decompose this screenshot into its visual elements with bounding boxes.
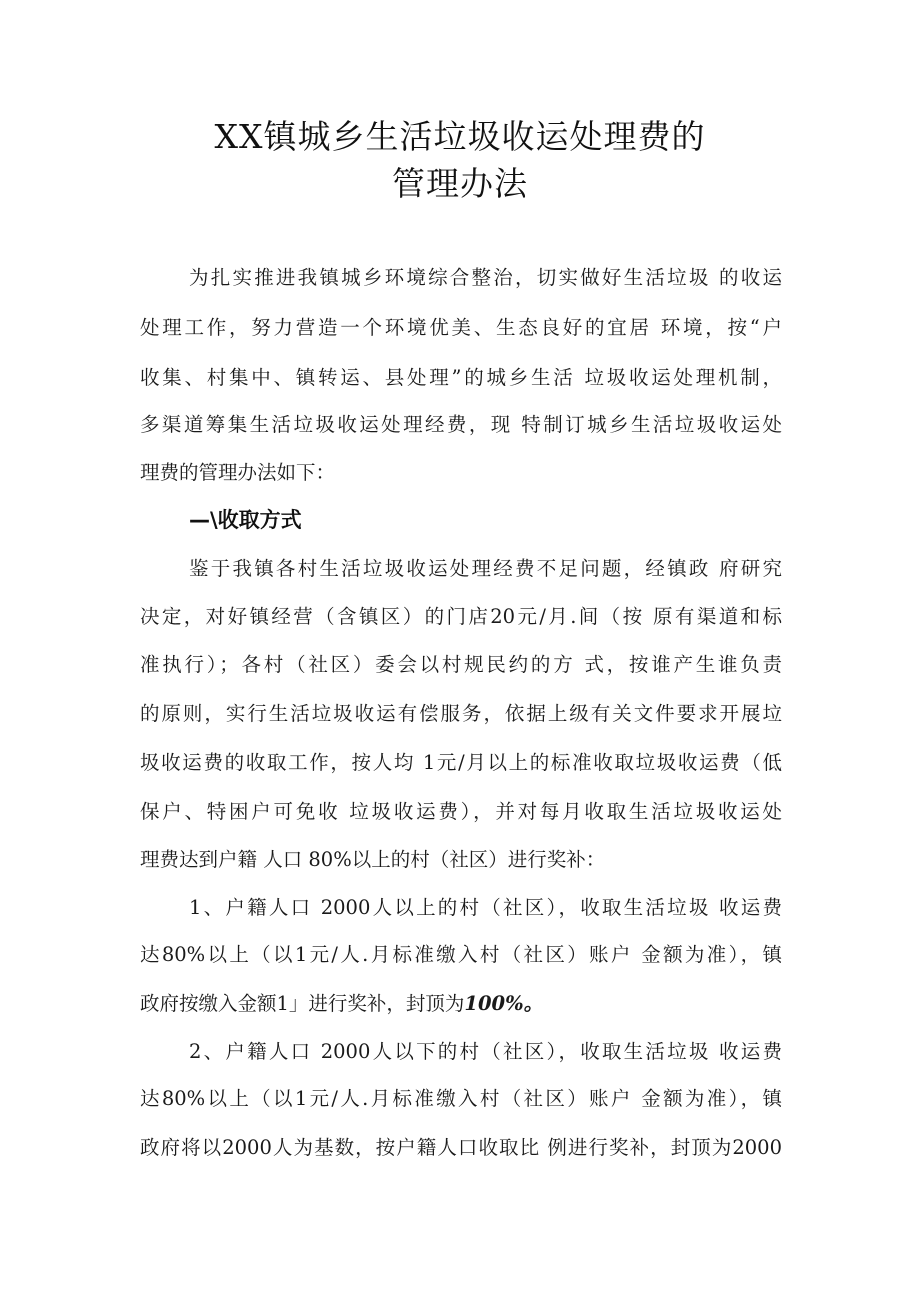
section1-line-5: 圾收运费的收取工作，按人均 1元/月以上的标准收取垃圾收运费（低 (140, 751, 782, 774)
intro-line-1: 为扎实推进我镇城乡环境综合整治，切实做好生活垃圾 的收运 (189, 266, 782, 289)
section1-line-1: 鉴于我镇各村生活垃圾收运处理经费不足问题，经镇政 府研究 (189, 557, 782, 580)
section1-line-3: 准执行）；各村（社区）委会以村规民约的方 式，按谁产生谁负责 (140, 653, 782, 676)
item2-line-3: 政府将以2000人为基数，按户籍人口收取比 例进行奖补，封顶为2000 (140, 1136, 782, 1159)
intro-line-4: 多渠道筹集生活垃圾收运处理经费，现 特制订城乡生活垃圾收运处 (140, 413, 782, 436)
section1-line-4: 的原则，实行生活垃圾收运有偿服务，依据上级有关文件要求开展垃 (140, 702, 782, 725)
item1-line-3 (140, 990, 782, 1018)
item1-line-3-text: 政府按缴入金额1」进行奖补，封顶为 (140, 992, 465, 1015)
section1-line-7: 理费达到户籍 人口 80%以上的村（社区）进行奖补： (140, 848, 606, 871)
item1-cap-emphasis: 100%。 (464, 992, 544, 1015)
item1-line-1: 1、户籍人口 2000人以上的村（社区），收取生活垃圾 收运费 (189, 896, 782, 919)
intro-line-5: 理费的管理办法如下： (140, 461, 336, 484)
intro-line-2: 处理工作，努力营造一个环境优美、生态良好的宜居 环境，按“户 (140, 316, 782, 339)
item1-line-2: 达80%以上（以1元/人.月标准缴入村（社区）账户 金额为准），镇 (140, 943, 782, 966)
document-title-line-2: 管理办法 (392, 164, 528, 203)
section-heading-collection-method: —\收取方式 (189, 508, 302, 532)
document-title-line-1: XX镇城乡生活垃圾收运处理费的 (214, 117, 706, 156)
item2-line-1: 2、户籍人口 2000人以下的村（社区），收取生活垃圾 收运费 (189, 1040, 782, 1063)
item2-line-2: 达80%以上（以1元/人.月标准缴入村（社区）账户 金额为准），镇 (140, 1087, 782, 1110)
section1-line-2: 决定，对好镇经营（含镇区）的门店20元/月.间（按 原有渠道和标 (140, 605, 782, 628)
intro-line-3: 收集、村集中、镇转运、县处理”的城乡生活 垃圾收运处理机制， (140, 366, 782, 389)
section1-line-6: 保户、特困户可免收 垃圾收运费），并对每月收取生活垃圾收运处 (140, 800, 782, 823)
